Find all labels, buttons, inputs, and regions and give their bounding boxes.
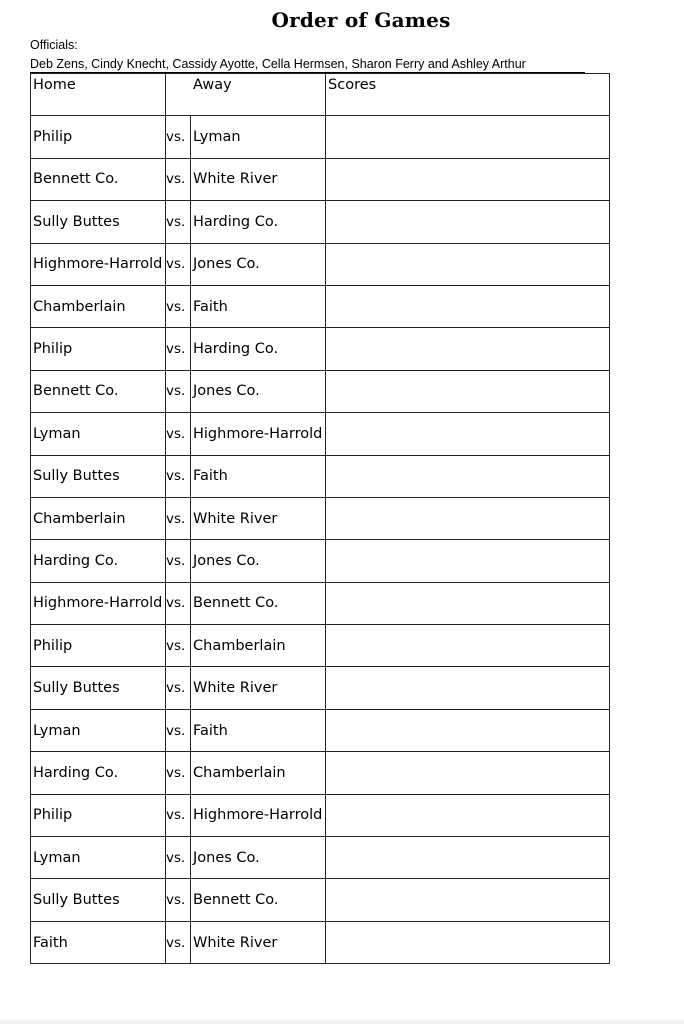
- score-cell[interactable]: [326, 201, 610, 243]
- page-title: Order of Games: [271, 8, 451, 32]
- table-row: [31, 625, 610, 667]
- table-row: [31, 455, 610, 497]
- header-away-label: Away: [193, 77, 232, 93]
- home-team-cell: Harding Co.: [31, 540, 166, 582]
- header-away: [166, 74, 326, 116]
- away-team-cell: Harding Co.: [191, 201, 326, 243]
- away-team-cell: Bennett Co.: [191, 582, 326, 624]
- vs-cell: vs.: [166, 328, 191, 370]
- vs-cell: vs.: [166, 158, 191, 200]
- table-row: [31, 667, 610, 709]
- away-team-cell: Faith: [191, 285, 326, 327]
- score-cell[interactable]: [326, 667, 610, 709]
- away-team-cell: White River: [191, 497, 326, 539]
- away-team-cell: Jones Co.: [191, 243, 326, 285]
- score-cell[interactable]: [326, 582, 610, 624]
- vs-cell: vs.: [166, 243, 191, 285]
- vs-cell: vs.: [166, 709, 191, 751]
- home-team-cell: Lyman: [31, 413, 166, 455]
- score-cell[interactable]: [326, 285, 610, 327]
- header-home: Home: [31, 74, 166, 116]
- away-team-cell: Chamberlain: [191, 625, 326, 667]
- table-row: [31, 794, 610, 836]
- home-team-cell: Chamberlain: [31, 285, 166, 327]
- score-cell[interactable]: [326, 837, 610, 879]
- vs-cell: vs.: [166, 625, 191, 667]
- table-row: [31, 328, 610, 370]
- table-row: [31, 582, 610, 624]
- score-cell[interactable]: [326, 794, 610, 836]
- home-team-cell: Sully Buttes: [31, 879, 166, 921]
- officials-label: Officials:: [30, 38, 78, 52]
- score-cell[interactable]: [326, 625, 610, 667]
- table-row: [31, 370, 610, 412]
- table-row: [31, 201, 610, 243]
- score-cell[interactable]: [326, 540, 610, 582]
- home-team-cell: Highmore-Harrold: [31, 582, 166, 624]
- games-table: [30, 73, 610, 964]
- score-cell[interactable]: [326, 158, 610, 200]
- vs-cell: vs.: [166, 794, 191, 836]
- home-team-cell: Lyman: [31, 709, 166, 751]
- vs-cell: vs.: [166, 540, 191, 582]
- away-team-cell: Highmore-Harrold: [191, 794, 326, 836]
- home-team-cell: Sully Buttes: [31, 667, 166, 709]
- score-cell[interactable]: [326, 709, 610, 751]
- away-team-cell: White River: [191, 667, 326, 709]
- vs-cell: vs.: [166, 582, 191, 624]
- table-row: [31, 116, 610, 158]
- score-cell[interactable]: [326, 328, 610, 370]
- vs-cell: vs.: [166, 921, 191, 963]
- home-team-cell: Bennett Co.: [31, 370, 166, 412]
- table-row: [31, 709, 610, 751]
- away-team-cell: White River: [191, 158, 326, 200]
- home-team-cell: Philip: [31, 794, 166, 836]
- vs-cell: vs.: [166, 752, 191, 794]
- table-row: [31, 879, 610, 921]
- home-team-cell: Philip: [31, 625, 166, 667]
- score-cell[interactable]: [326, 455, 610, 497]
- home-team-cell: Highmore-Harrold: [31, 243, 166, 285]
- score-cell[interactable]: [326, 243, 610, 285]
- table-row: [31, 752, 610, 794]
- away-team-cell: Jones Co.: [191, 837, 326, 879]
- home-team-cell: Harding Co.: [31, 752, 166, 794]
- home-team-cell: Chamberlain: [31, 497, 166, 539]
- away-team-cell: Jones Co.: [191, 370, 326, 412]
- score-cell[interactable]: [326, 413, 610, 455]
- score-cell[interactable]: [326, 752, 610, 794]
- away-team-cell: Lyman: [191, 116, 326, 158]
- table-row: [31, 837, 610, 879]
- table-row: [31, 285, 610, 327]
- vs-cell: vs.: [166, 879, 191, 921]
- vs-cell: vs.: [166, 116, 191, 158]
- vs-cell: vs.: [166, 497, 191, 539]
- home-team-cell: Sully Buttes: [31, 455, 166, 497]
- away-team-cell: Chamberlain: [191, 752, 326, 794]
- score-cell[interactable]: [326, 879, 610, 921]
- table-header-row: [31, 74, 610, 116]
- vs-cell: vs.: [166, 285, 191, 327]
- away-team-cell: Jones Co.: [191, 540, 326, 582]
- table-row: [31, 413, 610, 455]
- table-row: [31, 243, 610, 285]
- page-bottom-edge: [0, 1020, 684, 1024]
- away-team-cell: White River: [191, 921, 326, 963]
- home-team-cell: Philip: [31, 328, 166, 370]
- away-team-cell: Highmore-Harrold: [191, 413, 326, 455]
- score-cell[interactable]: [326, 370, 610, 412]
- score-cell[interactable]: [326, 497, 610, 539]
- table-row: [31, 921, 610, 963]
- home-team-cell: Sully Buttes: [31, 201, 166, 243]
- home-team-cell: Faith: [31, 921, 166, 963]
- officials-names: Deb Zens, Cindy Knecht, Cassidy Ayotte, Cella Hermsen, Sharon Ferry and Ashley Arthur: [30, 57, 526, 71]
- vs-cell: vs.: [166, 413, 191, 455]
- vs-cell: vs.: [166, 837, 191, 879]
- table-row: [31, 540, 610, 582]
- home-team-cell: Bennett Co.: [31, 158, 166, 200]
- vs-cell: vs.: [166, 667, 191, 709]
- vs-cell: vs.: [166, 455, 191, 497]
- away-team-cell: Harding Co.: [191, 328, 326, 370]
- header-scores: Scores: [326, 74, 610, 116]
- vs-cell: vs.: [166, 201, 191, 243]
- table-row: [31, 497, 610, 539]
- away-team-cell: Bennett Co.: [191, 879, 326, 921]
- away-team-cell: Faith: [191, 455, 326, 497]
- home-team-cell: Philip: [31, 116, 166, 158]
- vs-cell: vs.: [166, 370, 191, 412]
- table-row: [31, 158, 610, 200]
- score-cell[interactable]: [326, 116, 610, 158]
- away-team-cell: Faith: [191, 709, 326, 751]
- score-cell[interactable]: [326, 921, 610, 963]
- home-team-cell: Lyman: [31, 837, 166, 879]
